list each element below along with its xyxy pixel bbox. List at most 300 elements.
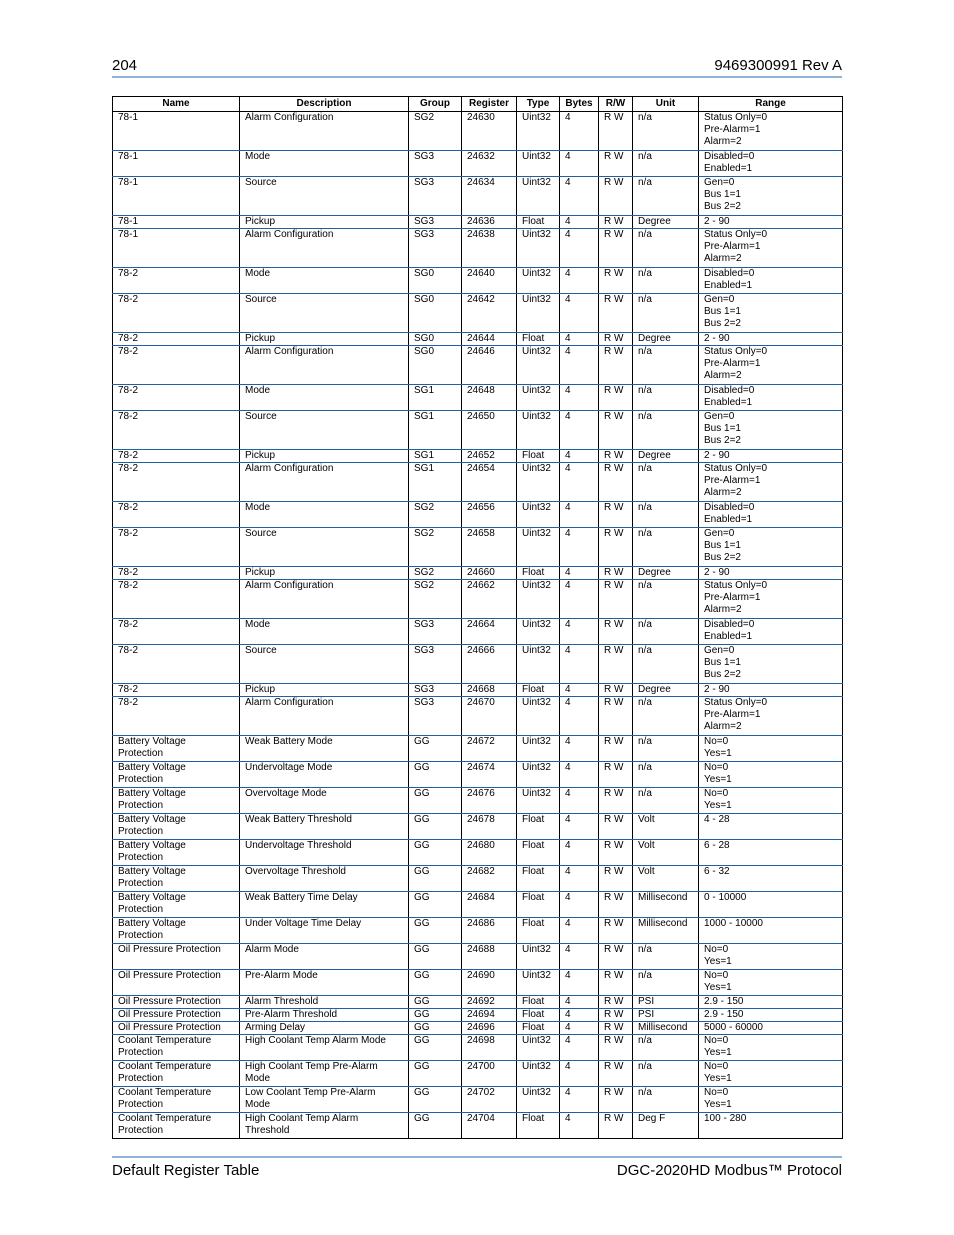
cell-rw: R W	[599, 1061, 633, 1087]
cell-line: Pre-Alarm=1	[704, 124, 761, 135]
cell-bytes: 4	[560, 385, 599, 411]
cell-line: Protection	[118, 852, 164, 863]
column-header-description: Description	[240, 97, 409, 112]
cell-group: SG1	[409, 385, 462, 411]
cell-description	[240, 996, 409, 1009]
cell-line: Pickup	[245, 216, 276, 227]
cell-line: Gen=0	[704, 411, 735, 422]
column-header-rw: R/W	[599, 97, 633, 112]
cell-bytes: 4	[560, 528, 599, 567]
cell-line: Alarm Configuration	[245, 229, 334, 240]
column-header-type: Type	[517, 97, 560, 112]
cell-line: 78-2	[118, 645, 139, 656]
cell-description	[240, 567, 409, 580]
cell-rw: R W	[599, 1113, 633, 1139]
cell-register: 24664	[462, 619, 517, 645]
cell-rw: R W	[599, 177, 633, 216]
cell-line: Alarm Mode	[245, 944, 299, 955]
table-row	[113, 411, 843, 450]
cell-line: Weak Battery Threshold	[245, 814, 352, 825]
cell-line: Bus 2=2	[704, 435, 741, 446]
cell-line: Pickup	[245, 333, 276, 344]
cell-range	[699, 814, 843, 840]
cell-register: 24660	[462, 567, 517, 580]
cell-type: Uint32	[517, 229, 560, 268]
cell-line: Weak Battery Time Delay	[245, 892, 358, 903]
cell-register: 24678	[462, 814, 517, 840]
cell-rw: R W	[599, 294, 633, 333]
table-row	[113, 463, 843, 502]
cell-bytes: 4	[560, 1113, 599, 1139]
cell-unit: Degree	[633, 333, 699, 346]
cell-description	[240, 229, 409, 268]
cell-line: Protection	[118, 904, 164, 915]
table-row	[113, 645, 843, 684]
cell-line: Bus 2=2	[704, 318, 741, 329]
cell-register: 24652	[462, 450, 517, 463]
cell-unit: n/a	[633, 580, 699, 619]
cell-name	[113, 892, 240, 918]
cell-group: SG3	[409, 697, 462, 736]
table-header-row	[113, 97, 843, 112]
cell-bytes: 4	[560, 892, 599, 918]
cell-line: Alarm Configuration	[245, 697, 334, 708]
cell-range	[699, 268, 843, 294]
cell-name	[113, 112, 240, 151]
cell-name	[113, 1035, 240, 1061]
cell-range	[699, 892, 843, 918]
cell-name	[113, 684, 240, 697]
cell-line: Arming Delay	[245, 1022, 306, 1033]
cell-line: Oil Pressure Protection	[118, 1009, 221, 1020]
cell-line: Alarm=2	[704, 136, 742, 147]
cell-group: GG	[409, 1113, 462, 1139]
cell-description	[240, 892, 409, 918]
table-row	[113, 918, 843, 944]
cell-line: Mode	[245, 502, 271, 513]
cell-range	[699, 151, 843, 177]
cell-description	[240, 216, 409, 229]
cell-type: Uint32	[517, 697, 560, 736]
cell-group: GG	[409, 892, 462, 918]
cell-group: GG	[409, 944, 462, 970]
cell-register: 24668	[462, 684, 517, 697]
table-row	[113, 840, 843, 866]
cell-line: Alarm Configuration	[245, 463, 334, 474]
table-row	[113, 619, 843, 645]
cell-bytes: 4	[560, 814, 599, 840]
cell-rw: R W	[599, 996, 633, 1009]
cell-line: Pre-Alarm=1	[704, 592, 761, 603]
cell-line: Status Only=0	[704, 697, 768, 708]
cell-unit: PSI	[633, 1009, 699, 1022]
cell-line: Bus 2=2	[704, 669, 741, 680]
cell-description	[240, 840, 409, 866]
cell-line: 78-2	[118, 697, 139, 708]
cell-unit: Volt	[633, 814, 699, 840]
cell-group: SG0	[409, 268, 462, 294]
cell-type: Uint32	[517, 502, 560, 528]
cell-line: 6 - 32	[704, 866, 730, 877]
cell-line: 2 - 90	[704, 567, 730, 578]
cell-line: Yes=1	[704, 982, 732, 993]
cell-line: 2 - 90	[704, 333, 730, 344]
cell-line: Low Coolant Temp Pre-Alarm	[245, 1087, 376, 1098]
cell-register: 24662	[462, 580, 517, 619]
column-header-bytes: Bytes	[560, 97, 599, 112]
cell-type: Uint32	[517, 736, 560, 762]
cell-rw: R W	[599, 736, 633, 762]
cell-line: 6 - 28	[704, 840, 730, 851]
cell-line: 78-1	[118, 177, 139, 188]
column-header-group: Group	[409, 97, 462, 112]
cell-line: No=0	[704, 736, 729, 747]
cell-group: SG1	[409, 463, 462, 502]
cell-range	[699, 918, 843, 944]
cell-register: 24648	[462, 385, 517, 411]
cell-line: Battery Voltage	[118, 840, 186, 851]
cell-register: 24688	[462, 944, 517, 970]
cell-line: Protection	[118, 1047, 164, 1058]
cell-line: Oil Pressure Protection	[118, 944, 221, 955]
cell-line: Disabled=0	[704, 268, 755, 279]
cell-name	[113, 385, 240, 411]
cell-name	[113, 216, 240, 229]
cell-register: 24698	[462, 1035, 517, 1061]
cell-description	[240, 333, 409, 346]
cell-name	[113, 697, 240, 736]
cell-name	[113, 619, 240, 645]
table-row	[113, 502, 843, 528]
cell-group: SG2	[409, 502, 462, 528]
cell-name	[113, 814, 240, 840]
cell-bytes: 4	[560, 840, 599, 866]
cell-rw: R W	[599, 866, 633, 892]
cell-bytes: 4	[560, 866, 599, 892]
cell-register: 24704	[462, 1113, 517, 1139]
cell-type: Float	[517, 1113, 560, 1139]
cell-name	[113, 840, 240, 866]
cell-bytes: 4	[560, 1022, 599, 1035]
cell-type: Uint32	[517, 970, 560, 996]
cell-rw: R W	[599, 970, 633, 996]
cell-register: 24686	[462, 918, 517, 944]
cell-unit: Degree	[633, 567, 699, 580]
cell-line: Battery Voltage	[118, 866, 186, 877]
cell-group: SG3	[409, 684, 462, 697]
cell-bytes: 4	[560, 580, 599, 619]
cell-bytes: 4	[560, 216, 599, 229]
cell-name	[113, 1087, 240, 1113]
cell-description	[240, 684, 409, 697]
cell-unit: n/a	[633, 229, 699, 268]
cell-group: SG0	[409, 294, 462, 333]
cell-bytes: 4	[560, 788, 599, 814]
cell-bytes: 4	[560, 1061, 599, 1087]
cell-name	[113, 788, 240, 814]
cell-line: 78-1	[118, 229, 139, 240]
cell-unit: n/a	[633, 385, 699, 411]
cell-rw: R W	[599, 762, 633, 788]
cell-line: 2 - 90	[704, 684, 730, 695]
cell-rw: R W	[599, 385, 633, 411]
cell-bytes: 4	[560, 970, 599, 996]
cell-type: Float	[517, 918, 560, 944]
cell-type: Float	[517, 450, 560, 463]
cell-group: SG2	[409, 528, 462, 567]
cell-line: Gen=0	[704, 645, 735, 656]
cell-line: Coolant Temperature	[118, 1035, 212, 1046]
cell-rw: R W	[599, 1035, 633, 1061]
cell-description	[240, 762, 409, 788]
cell-line: No=0	[704, 1035, 729, 1046]
table-row	[113, 450, 843, 463]
cell-name	[113, 502, 240, 528]
cell-rw: R W	[599, 1022, 633, 1035]
cell-line: No=0	[704, 788, 729, 799]
cell-group: SG1	[409, 411, 462, 450]
cell-line: Protection	[118, 878, 164, 889]
cell-type: Uint32	[517, 645, 560, 684]
table-row	[113, 229, 843, 268]
cell-line: Battery Voltage	[118, 762, 186, 773]
cell-group: GG	[409, 814, 462, 840]
cell-line: Disabled=0	[704, 151, 755, 162]
cell-name	[113, 866, 240, 892]
table-row	[113, 736, 843, 762]
cell-unit: n/a	[633, 528, 699, 567]
table-row	[113, 944, 843, 970]
cell-line: Yes=1	[704, 774, 732, 785]
cell-bytes: 4	[560, 229, 599, 268]
cell-name	[113, 463, 240, 502]
cell-line: 2 - 90	[704, 216, 730, 227]
cell-rw: R W	[599, 528, 633, 567]
cell-unit: Volt	[633, 866, 699, 892]
cell-range	[699, 1035, 843, 1061]
cell-register: 24690	[462, 970, 517, 996]
cell-bytes: 4	[560, 112, 599, 151]
cell-line: Protection	[118, 826, 164, 837]
cell-line: No=0	[704, 944, 729, 955]
cell-description	[240, 1087, 409, 1113]
cell-unit: n/a	[633, 788, 699, 814]
table-row	[113, 346, 843, 385]
page-footer	[112, 1156, 842, 1182]
cell-line: Mode	[245, 268, 271, 279]
cell-unit: n/a	[633, 736, 699, 762]
cell-name	[113, 528, 240, 567]
cell-group: GG	[409, 762, 462, 788]
cell-bytes: 4	[560, 1087, 599, 1113]
cell-line: Yes=1	[704, 748, 732, 759]
cell-group: SG0	[409, 333, 462, 346]
cell-description	[240, 788, 409, 814]
cell-type: Float	[517, 1022, 560, 1035]
table-row	[113, 216, 843, 229]
cell-description	[240, 970, 409, 996]
table-row	[113, 333, 843, 346]
cell-group: SG1	[409, 450, 462, 463]
cell-type: Uint32	[517, 385, 560, 411]
cell-line: 78-2	[118, 450, 139, 461]
cell-description	[240, 736, 409, 762]
cell-description	[240, 918, 409, 944]
cell-register: 24676	[462, 788, 517, 814]
cell-line: Bus 1=1	[704, 306, 741, 317]
cell-line: 78-2	[118, 346, 139, 357]
cell-line: Enabled=1	[704, 514, 753, 525]
cell-line: Battery Voltage	[118, 918, 186, 929]
table-row	[113, 1009, 843, 1022]
cell-description	[240, 463, 409, 502]
cell-line: Protection	[118, 774, 164, 785]
cell-group: GG	[409, 918, 462, 944]
cell-line: Weak Battery Mode	[245, 736, 333, 747]
cell-range	[699, 450, 843, 463]
cell-line: 78-2	[118, 502, 139, 513]
column-header-register: Register	[462, 97, 517, 112]
cell-line: Enabled=1	[704, 397, 753, 408]
cell-register: 24656	[462, 502, 517, 528]
cell-type: Uint32	[517, 528, 560, 567]
cell-group: GG	[409, 840, 462, 866]
cell-unit: n/a	[633, 944, 699, 970]
page-header	[112, 54, 842, 78]
cell-rw: R W	[599, 580, 633, 619]
cell-description	[240, 346, 409, 385]
cell-unit: Volt	[633, 840, 699, 866]
cell-name	[113, 177, 240, 216]
cell-line: Alarm=2	[704, 604, 742, 615]
cell-rw: R W	[599, 333, 633, 346]
cell-description	[240, 268, 409, 294]
cell-line: Source	[245, 177, 277, 188]
cell-type: Uint32	[517, 112, 560, 151]
cell-bytes: 4	[560, 294, 599, 333]
cell-line: Status Only=0	[704, 346, 768, 357]
cell-name	[113, 944, 240, 970]
table-row	[113, 528, 843, 567]
cell-register: 24666	[462, 645, 517, 684]
cell-type: Uint32	[517, 1035, 560, 1061]
cell-line: Mode	[245, 151, 271, 162]
cell-line: Battery Voltage	[118, 788, 186, 799]
cell-line: Disabled=0	[704, 502, 755, 513]
cell-unit: n/a	[633, 177, 699, 216]
table-row	[113, 684, 843, 697]
cell-rw: R W	[599, 684, 633, 697]
cell-line: High Coolant Temp Alarm Mode	[245, 1035, 386, 1046]
cell-line: Alarm=2	[704, 487, 742, 498]
cell-rw: R W	[599, 788, 633, 814]
cell-line: Protection	[118, 1125, 164, 1136]
cell-line: 78-2	[118, 333, 139, 344]
table-row	[113, 1087, 843, 1113]
cell-range	[699, 736, 843, 762]
cell-name	[113, 333, 240, 346]
cell-line: Oil Pressure Protection	[118, 970, 221, 981]
column-header-name: Name	[113, 97, 240, 112]
cell-line: Pickup	[245, 450, 276, 461]
cell-range	[699, 463, 843, 502]
cell-line: 78-1	[118, 151, 139, 162]
cell-range	[699, 866, 843, 892]
cell-line: Pickup	[245, 684, 276, 695]
cell-description	[240, 528, 409, 567]
cell-unit: n/a	[633, 151, 699, 177]
cell-line: Pre-Alarm Mode	[245, 970, 318, 981]
cell-range	[699, 385, 843, 411]
table-row	[113, 814, 843, 840]
cell-unit: Degree	[633, 684, 699, 697]
cell-group: GG	[409, 996, 462, 1009]
cell-rw: R W	[599, 229, 633, 268]
table-row	[113, 788, 843, 814]
table-row	[113, 385, 843, 411]
cell-line: Source	[245, 411, 277, 422]
cell-bytes: 4	[560, 450, 599, 463]
cell-unit: n/a	[633, 502, 699, 528]
cell-description	[240, 645, 409, 684]
cell-name	[113, 580, 240, 619]
cell-range	[699, 684, 843, 697]
cell-group: GG	[409, 1022, 462, 1035]
cell-type: Uint32	[517, 151, 560, 177]
cell-name	[113, 229, 240, 268]
cell-bytes: 4	[560, 346, 599, 385]
cell-line: Protection	[118, 1099, 164, 1110]
cell-bytes: 4	[560, 918, 599, 944]
cell-line: 2 - 90	[704, 450, 730, 461]
cell-range	[699, 996, 843, 1009]
cell-unit: n/a	[633, 619, 699, 645]
table-row	[113, 697, 843, 736]
cell-bytes: 4	[560, 151, 599, 177]
cell-type: Uint32	[517, 944, 560, 970]
cell-name	[113, 996, 240, 1009]
cell-range	[699, 502, 843, 528]
cell-bytes: 4	[560, 1035, 599, 1061]
table-row	[113, 1035, 843, 1061]
page-number: 204	[112, 57, 138, 74]
cell-line: Protection	[118, 930, 164, 941]
cell-group: GG	[409, 736, 462, 762]
cell-line: 78-2	[118, 294, 139, 305]
cell-type: Float	[517, 814, 560, 840]
cell-line: Yes=1	[704, 1099, 732, 1110]
cell-line: Alarm Threshold	[245, 996, 319, 1007]
cell-description	[240, 580, 409, 619]
cell-name	[113, 645, 240, 684]
cell-line: 5000 - 60000	[704, 1022, 763, 1033]
cell-line: No=0	[704, 970, 729, 981]
cell-range	[699, 944, 843, 970]
cell-line: 1000 - 10000	[704, 918, 763, 929]
cell-unit: n/a	[633, 268, 699, 294]
cell-rw: R W	[599, 645, 633, 684]
cell-register: 24636	[462, 216, 517, 229]
cell-type: Float	[517, 996, 560, 1009]
cell-line: Gen=0	[704, 528, 735, 539]
cell-line: Status Only=0	[704, 229, 768, 240]
cell-range	[699, 619, 843, 645]
cell-unit: n/a	[633, 346, 699, 385]
cell-description	[240, 1022, 409, 1035]
cell-group: SG2	[409, 112, 462, 151]
cell-rw: R W	[599, 463, 633, 502]
cell-range	[699, 645, 843, 684]
